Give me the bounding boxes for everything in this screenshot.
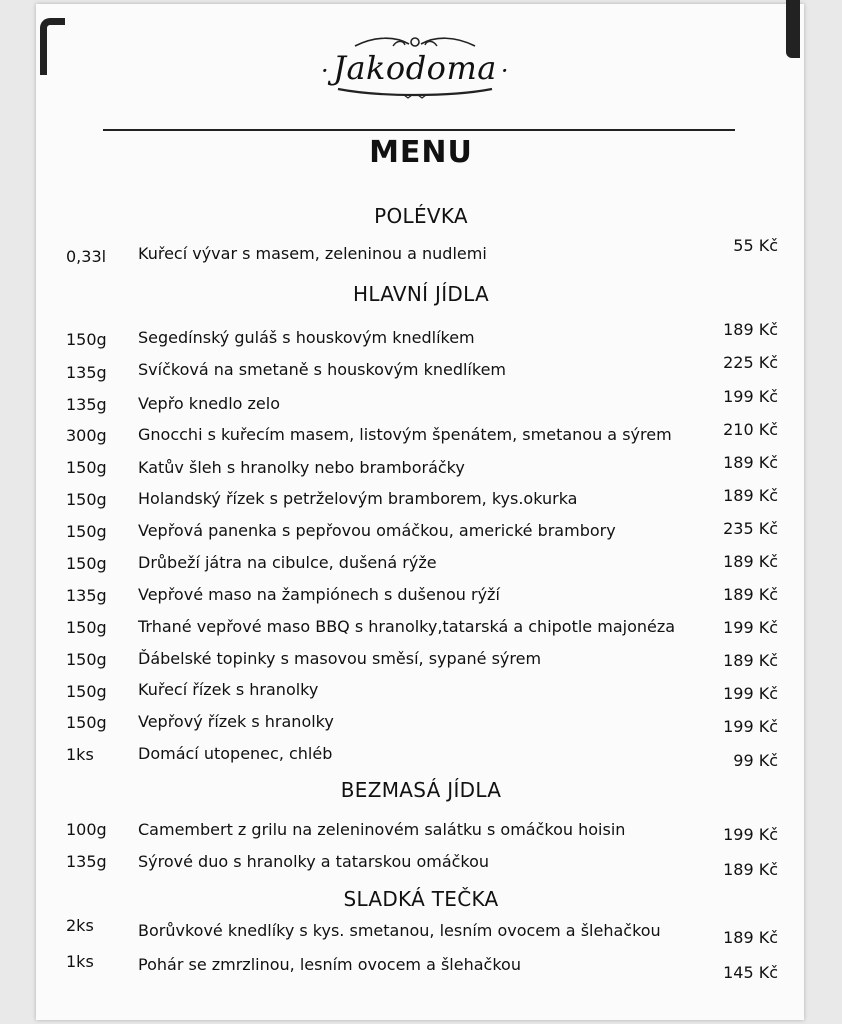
item-price: 189 Kč [723,453,778,472]
item-qty: 135g [66,586,107,605]
item-name: Trhané vepřové maso BBQ s hranolky,tatarská a chipotle majonéza [138,617,676,636]
item-price: 189 Kč [723,928,778,947]
item-qty: 150g [66,330,107,349]
item-qty: 2ks [66,916,94,935]
item-price: 99 Kč [733,751,778,770]
item-name: Domácí utopenec, chléb [138,744,333,763]
item-price: 189 Kč [723,651,778,670]
item-price: 199 Kč [723,825,778,844]
item-qty: 135g [66,363,107,382]
item-qty: 135g [66,395,107,414]
item-name: Katův šleh s hranolky nebo bramboráčky [138,458,465,477]
restaurant-logo [300,34,530,114]
section-heading-vegetarian: BEZMASÁ JÍDLA [340,778,502,802]
item-price: 189 Kč [723,320,778,339]
item-qty: 150g [66,713,107,732]
item-qty: 150g [66,650,107,669]
item-qty: 1ks [66,745,94,764]
brand-name: Jakodoma [333,49,497,87]
item-name: Drůbeží játra na cibulce, dušená rýže [138,553,437,572]
item-price: 189 Kč [723,585,778,604]
header-divider [103,129,735,131]
frame-corner-right [786,0,800,58]
item-qty: 150g [66,458,107,477]
item-price: 199 Kč [723,387,778,406]
item-name: Sýrové duo s hranolky a tatarskou omáčkou [138,852,490,871]
item-price: 145 Kč [723,963,778,982]
item-qty: 150g [66,618,107,637]
item-name: Gnocchi s kuřecím masem, listovým špenátem, smetanou a sýrem [138,425,672,444]
frame-corner-left [40,18,65,75]
item-price: 210 Kč [723,420,778,439]
item-price: 189 Kč [723,486,778,505]
item-qty: 0,33l [66,247,107,266]
item-name: Kuřecí řízek s hranolky [138,680,319,699]
item-name: Vepřo knedlo zelo [138,394,281,413]
item-price: 55 Kč [733,236,778,255]
item-price: 199 Kč [723,618,778,637]
item-qty: 1ks [66,952,94,971]
section-heading-soup: POLÉVKA [374,204,468,228]
item-name: Camembert z grilu na zeleninovém salátku s omáčkou hoisin [138,820,626,839]
item-name: Kuřecí vývar s masem, zeleninou a nudlemi [138,244,487,263]
item-name: Svíčková na smetaně s houskovým knedlíkem [138,360,506,379]
item-price: 235 Kč [723,519,778,538]
section-heading-mains: HLAVNÍ JÍDLA [352,282,490,306]
item-qty: 135g [66,852,107,871]
item-price: 189 Kč [723,860,778,879]
item-name: Holandský řízek s petrželovým bramborem, kys.okurka [138,489,578,508]
item-name: Ďábelské topinky s masovou směsí, sypané sýrem [138,649,542,668]
item-name: Pohár se zmrzlinou, lesním ovocem a šlehačkou [138,955,521,974]
item-price: 189 Kč [723,552,778,571]
menu-title: MENU [369,135,473,170]
item-name: Segedínský guláš s houskovým knedlíkem [138,328,475,347]
item-name: Vepřová panenka s pepřovou omáčkou, americké brambory [138,521,616,540]
item-qty: 150g [66,490,107,509]
item-qty: 150g [66,554,107,573]
item-name: Borůvkové knedlíky s kys. smetanou, lesním ovocem a šlehačkou [138,921,661,940]
item-price: 225 Kč [723,353,778,372]
item-name: Vepřové maso na žampiónech s dušenou rýží [138,585,500,604]
item-qty: 100g [66,820,107,839]
section-heading-dessert: SLADKÁ TEČKA [343,887,499,911]
item-qty: 150g [66,522,107,541]
brand-name-row: · Jakodoma · [320,49,509,87]
item-price: 199 Kč [723,684,778,703]
item-qty: 150g [66,682,107,701]
item-qty: 300g [66,426,107,445]
item-name: Vepřový řízek s hranolky [138,712,334,731]
item-price: 199 Kč [723,717,778,736]
